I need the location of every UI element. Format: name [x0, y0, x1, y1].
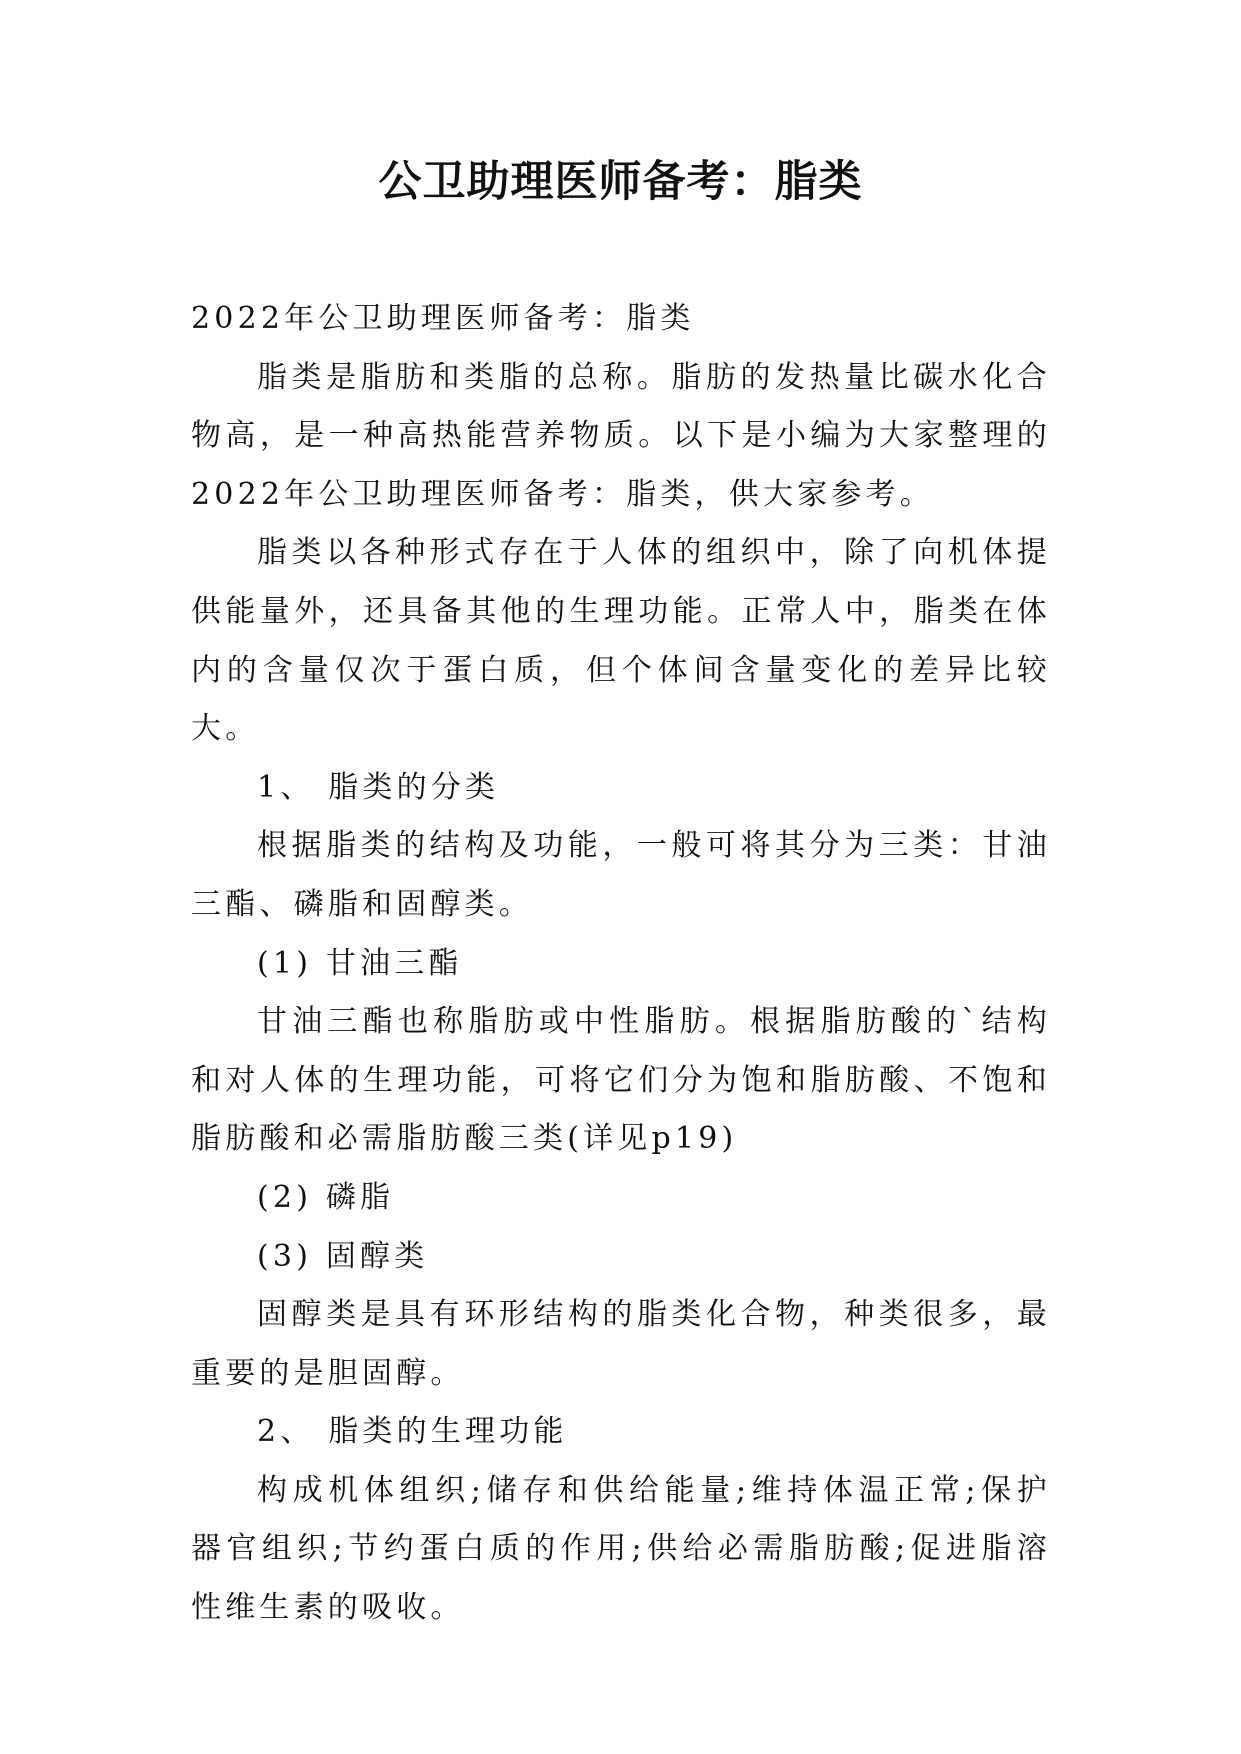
page-title: 公卫助理医师备考：脂类: [378, 157, 863, 207]
body-paragraph: 甘油三酯也称脂肪或中性脂肪。根据脂肪酸的`结构和对人体的生理功能，可将它们分为饱和脂肪酸、不饱和脂肪酸和必需脂肪酸三类(详见p19): [191, 1004, 1051, 1157]
body-paragraph: 固醇类是具有环形结构的脂类化合物，种类很多，最重要的是胆固醇。: [191, 1297, 1051, 1391]
section-heading-functions: 2、 脂类的生理功能: [257, 1414, 568, 1450]
document-body: [191, 290, 1051, 1638]
section-heading-classification: 1、 脂类的分类: [257, 769, 500, 805]
body-paragraph: 根据脂类的结构及功能，一般可将其分为三类：甘油三酯、磷脂和固醇类。: [191, 828, 1051, 922]
intro-paragraph: 脂类是脂肪和类脂的总称。脂肪的发热量比碳水化合物高，是一种高热能营养物质。以下是小编为大家整理的2022年公卫助理医师备考：脂类，供大家参考。: [191, 359, 1051, 512]
subtitle-paragraph: 2022年公卫助理医师备考：脂类: [191, 301, 695, 336]
subheading-triglycerides: (1) 甘油三酯: [257, 945, 463, 981]
subheading-sterols: (3) 固醇类: [257, 1238, 429, 1274]
body-paragraph: 脂类以各种形式存在于人体的组织中，除了向机体提供能量外，还具备其他的生理功能。正常人中，脂类在体内的含量仅次于蛋白质，但个体间含量变化的差异比较大。: [191, 535, 1051, 747]
body-paragraph: 构成机体组织;储存和供给能量;维持体温正常;保护器官组织;节约蛋白质的作用;供给必需脂肪酸;促进脂溶性维生素的吸收。: [191, 1472, 1051, 1626]
subheading-phospholipids: (2) 磷脂: [257, 1179, 395, 1215]
